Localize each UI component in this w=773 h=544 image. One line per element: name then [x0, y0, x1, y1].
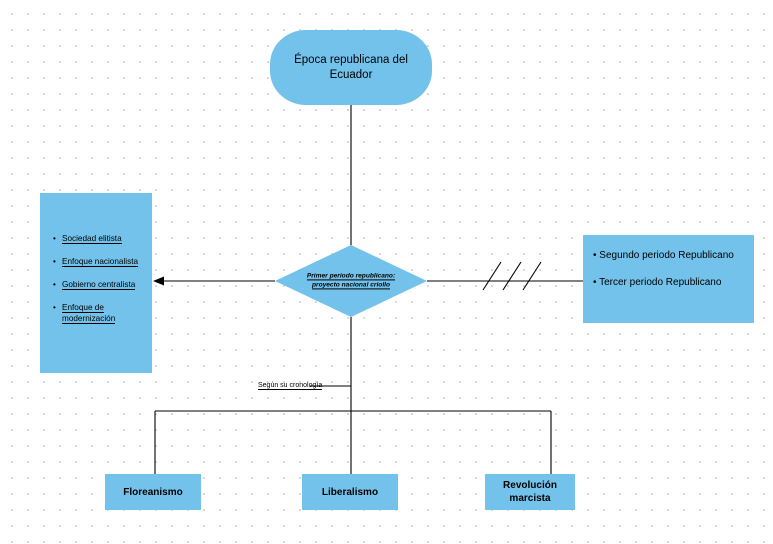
- node-epoca-republicana-label: Época republicana del Ecuador: [294, 53, 408, 81]
- node-liberalismo-label: Liberalismo: [321, 486, 379, 498]
- node-revolucion-marcista[interactable]: [485, 474, 575, 510]
- list-item: • Enfoque de modernización: [62, 302, 146, 324]
- node-otros-periodos[interactable]: [583, 235, 754, 323]
- break-mark-3: [523, 262, 541, 290]
- node-liberalismo[interactable]: [302, 474, 398, 510]
- list-item: • Gobierno centralista: [62, 279, 146, 290]
- node-primer-periodo[interactable]: [275, 245, 427, 317]
- node-caracteristicas[interactable]: [40, 193, 152, 373]
- caracteristicas-list: [40, 233, 152, 324]
- list-item: • Tercer periodo Republicano: [593, 277, 722, 288]
- break-mark-1: [483, 262, 501, 290]
- list-item: • Segundo periodo Republicano: [593, 250, 734, 261]
- node-revolucion-marcista-label: Revolución marcista: [503, 480, 557, 504]
- list-item: • Sociedad elitista: [62, 233, 146, 244]
- node-floreanismo[interactable]: [105, 474, 201, 510]
- arrowhead-left: [153, 277, 164, 286]
- list-item: • Enfoque nacionalista: [62, 256, 146, 267]
- node-primer-periodo-label: Primer periodo republicano: proyecto nacional criollo: [306, 272, 396, 288]
- break-mark-2: [503, 262, 521, 290]
- node-epoca-republicana[interactable]: [270, 30, 432, 105]
- node-floreanismo-label: Floreanismo: [123, 486, 183, 498]
- edge-label-cronologia: Según su cronología: [258, 382, 323, 389]
